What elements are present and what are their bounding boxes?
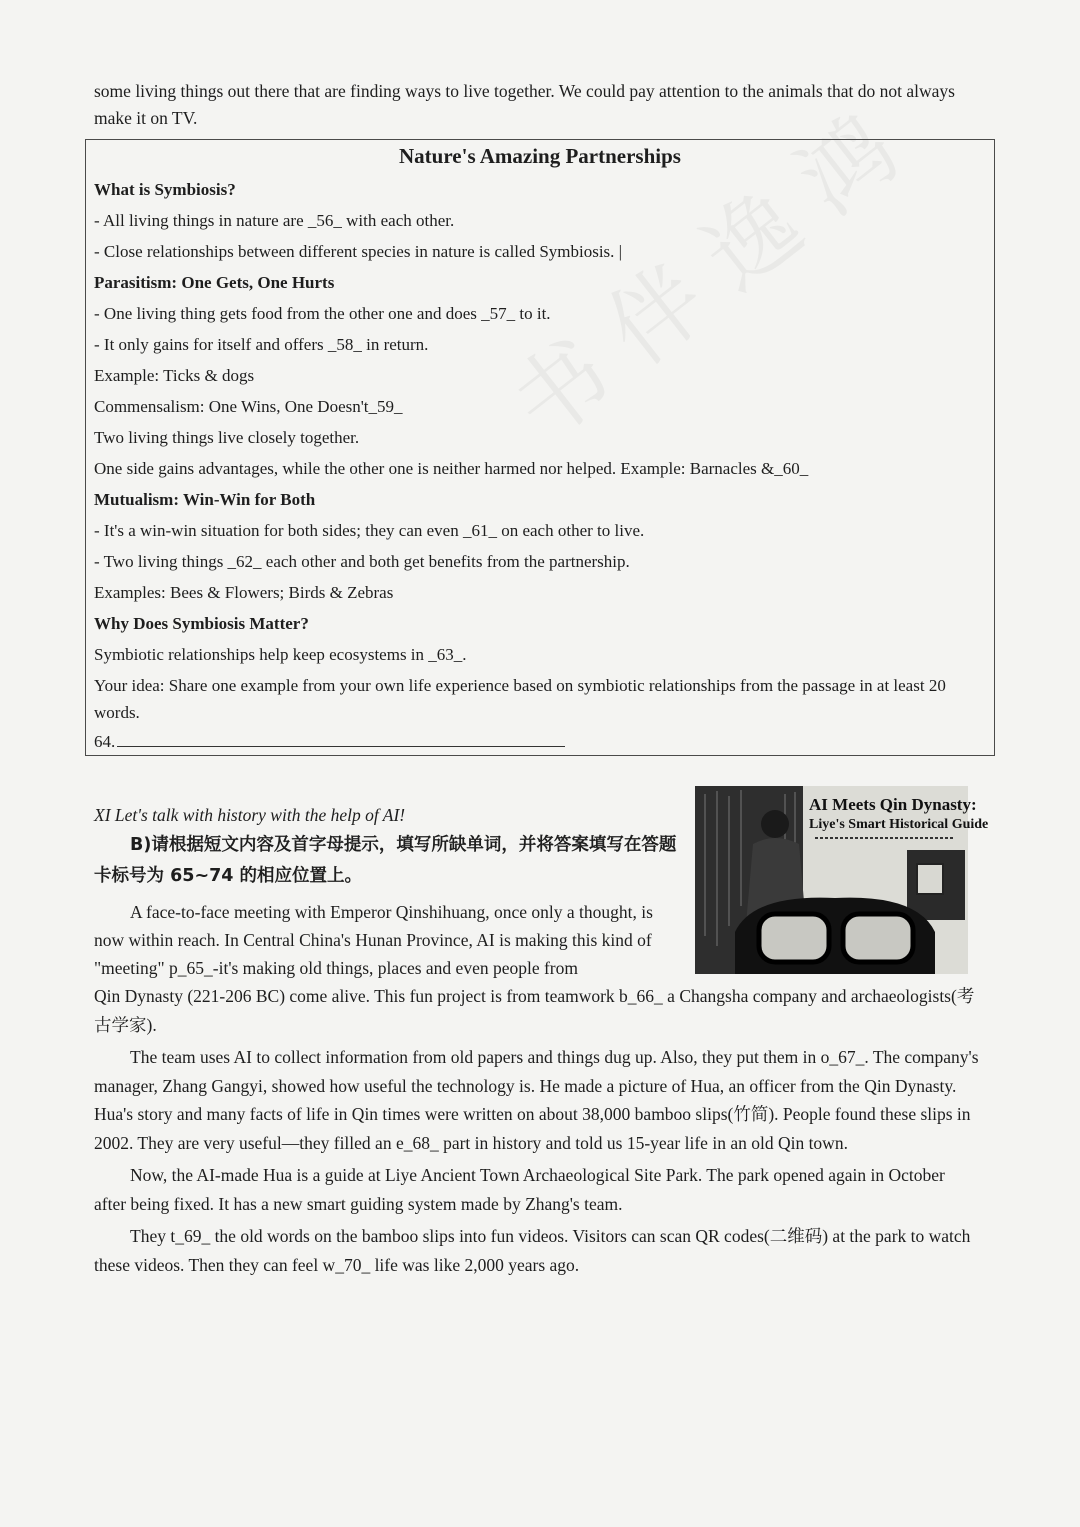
paragraph-2: The team uses AI to collect information from old papers and things dug up. Also, they put them in o_67_. The company's manager, Zhang Gangyi, showed how useful the technology is. He made a picture of Hua, an officer from the Qin Dynasty. Hua's story and many facts of life in Qin times were written on about 38,000 bamboo slips(竹简). People found these slips in 2002. They are very useful—they filled an e_68_ part in history and told us 15-year life in an old Qin town. [94, 1047, 979, 1153]
ai-qin-photo [695, 786, 989, 974]
heading-symbiosis: What is Symbiosis? [94, 180, 236, 199]
section-heading: XI Let's talk with history with the help of AI! [94, 805, 406, 825]
heading-mutualism: Mutualism: Win-Win for Both [94, 490, 316, 509]
paragraph-4: They t_69_ the old words on the bamboo slips into fun videos. Visitors can scan QR codes(二维码) at the park to watch these videos. Then they can feel w_70_ life was like 2,000 years ago. [94, 1226, 971, 1275]
line-your-idea: Your idea: Share one example from your own life experience based on symbiotic relationships from the passage in at least 20 words. [94, 676, 946, 722]
heading-commensalism: Commensalism: One Wins, One Doesn't_59_ [94, 397, 403, 416]
section-instruction: B)请根据短文内容及首字母提示，填写所缺单词，并将答案填写在答题卡标号为 65~74 的相应位置上。 [94, 835, 677, 886]
paragraph-1-rest: Qin Dynasty (221-206 BC) come alive. This fun project is from teamwork b_66_ a Changsha company and archaeologists(考古学家). [94, 986, 975, 1035]
answer-blank-64[interactable] [117, 728, 565, 747]
partnerships-box [85, 139, 995, 756]
line-64 [94, 726, 974, 757]
heading-why-matter: Why Does Symbiosis Matter? [94, 614, 309, 633]
line-62: - Two living things _62_ each other and both get benefits from the partnership. [94, 552, 630, 571]
line-60: One side gains advantages, while the other one is neither harmed nor helped. Example: Barnacles &_60_ [94, 459, 809, 478]
line-63: Symbiotic relationships help keep ecosystems in _63_. [94, 645, 467, 664]
line-58: - It only gains for itself and offers _58_ in return. [94, 335, 429, 354]
passage-body [94, 982, 980, 1283]
box-lines [94, 174, 974, 757]
section-xi [94, 800, 684, 982]
line-examples-bees: Examples: Bees & Flowers; Birds & Zebras [94, 583, 394, 602]
line-commensalism-1: Two living things live closely together. [94, 428, 360, 447]
paragraph-3: Now, the AI-made Hua is a guide at Liye Ancient Town Archaeological Site Park. The park opened again in October after being fixed. It has a new smart guiding system made by Zhang's team. [94, 1165, 945, 1214]
line-61: - It's a win-win situation for both sides; they can even _61_ on each other to live. [94, 521, 645, 540]
intro-paragraph: some living things out there that are finding ways to live together. We could pay attention to the animals that do not always make it on TV. [94, 81, 955, 128]
line-57: - One living thing gets food from the other one and does _57_ to it. [94, 304, 551, 323]
line-symbiosis-def: - Close relationships between different species in nature is called Symbiosis. | [94, 242, 623, 261]
paragraph-1-top: A face-to-face meeting with Emperor Qinshihuang, once only a thought, is now within reach. In Central China's Hunan Province, AI is making this kind of "meeting" p_65_-it's making old things, places and even people from [94, 902, 653, 978]
photo-illustration [695, 786, 989, 974]
box-title: Nature's Amazing Partnerships [399, 144, 681, 168]
label-64: 64. [94, 732, 116, 751]
photo-title-line1: AI Meets Qin Dynasty: [809, 795, 977, 814]
line-example-ticks: Example: Ticks & dogs [94, 366, 255, 385]
line-56: - All living things in nature are _56_ with each other. [94, 211, 455, 230]
photo-title-line2: Liye's Smart Historical Guide [809, 817, 989, 832]
heading-parasitism: Parasitism: One Gets, One Hurts [94, 273, 335, 292]
